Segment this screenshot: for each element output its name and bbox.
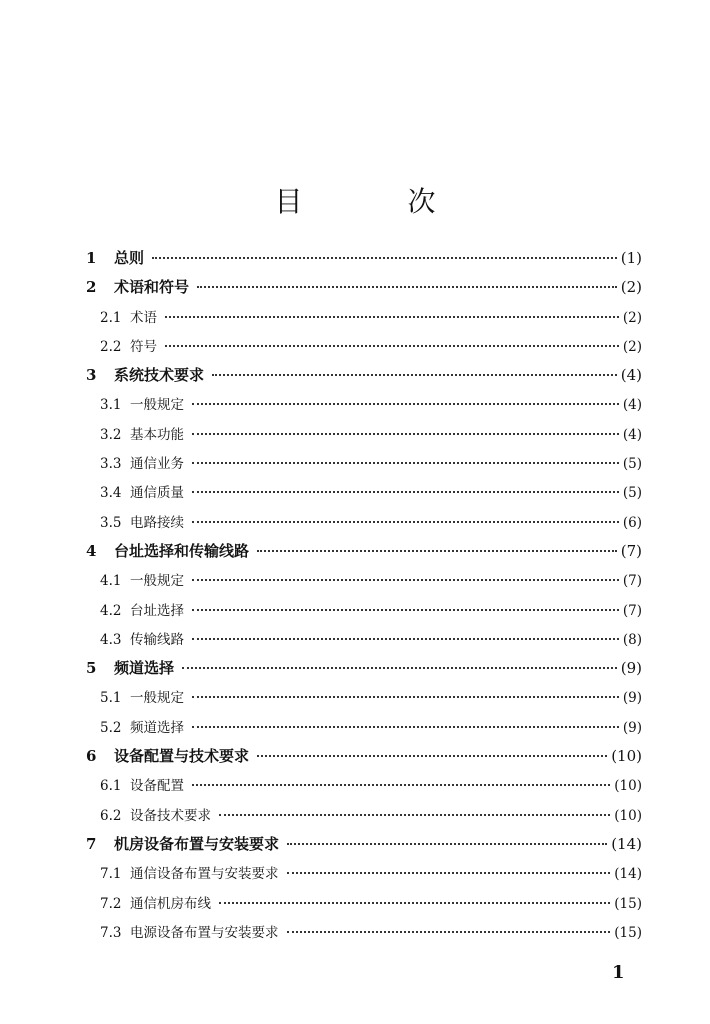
toc-entry[interactable] <box>86 423 642 452</box>
dot-leader <box>165 344 619 347</box>
toc-entry-number: 5 <box>86 659 97 678</box>
dot-leader <box>219 813 610 816</box>
dot-leader <box>192 402 619 405</box>
toc-entry-page: (14) <box>611 834 642 853</box>
toc-entry-number: 4 <box>86 541 97 560</box>
toc-entry-title: 通信业务 <box>130 456 184 473</box>
toc-entry[interactable] <box>86 306 642 335</box>
dot-leader <box>287 871 611 874</box>
dot-leader <box>212 373 617 376</box>
toc-entry-page: (7) <box>622 573 642 590</box>
toc-entry[interactable] <box>86 540 642 569</box>
toc-entry[interactable] <box>86 452 642 481</box>
toc-entry-page: (2) <box>620 278 642 297</box>
toc-entry[interactable] <box>86 481 642 510</box>
dot-leader <box>192 461 619 464</box>
toc-entry-title: 通信质量 <box>130 485 184 502</box>
toc-entry-number: 4.2 <box>100 602 122 619</box>
toc-entry-page: (10) <box>614 778 642 795</box>
dot-leader <box>152 256 617 259</box>
toc-entry-page: (9) <box>620 659 642 678</box>
toc-entry-page: (15) <box>614 924 642 941</box>
dot-leader <box>287 930 611 933</box>
toc-entry[interactable] <box>86 892 642 921</box>
dot-leader <box>192 695 619 698</box>
toc-entry-number: 5.2 <box>100 719 122 736</box>
toc-entry[interactable] <box>86 569 642 598</box>
toc-entry[interactable] <box>86 921 642 950</box>
page-title: 目 次 <box>274 185 484 218</box>
toc-entry-page: (8) <box>622 631 642 648</box>
toc-entry[interactable] <box>86 716 642 745</box>
toc-entry-page: (4) <box>622 397 642 414</box>
table-of-contents <box>86 247 642 950</box>
page-number: 1 <box>612 962 625 983</box>
dot-leader <box>192 520 619 523</box>
toc-entry-page: (4) <box>620 366 642 385</box>
toc-entry-number: 3.4 <box>100 485 122 502</box>
toc-entry-title: 频道选择 <box>130 719 184 736</box>
dot-leader <box>182 666 617 669</box>
toc-entry-title: 一般规定 <box>130 573 184 590</box>
toc-entry-page: (2) <box>622 338 642 355</box>
dot-leader <box>192 578 619 581</box>
toc-entry-page: (7) <box>620 541 642 560</box>
toc-entry-number: 3.1 <box>100 397 122 414</box>
toc-entry-number: 3.3 <box>100 456 122 473</box>
toc-entry-title: 系统技术要求 <box>114 366 205 385</box>
toc-entry[interactable] <box>86 686 642 715</box>
toc-entry-title: 通信机房布线 <box>130 895 211 912</box>
toc-entry-number: 4.1 <box>100 573 122 590</box>
toc-entry-number: 7.2 <box>100 895 122 912</box>
dot-leader <box>287 842 607 845</box>
toc-entry[interactable] <box>86 364 642 393</box>
toc-entry-number: 2.1 <box>100 309 122 326</box>
toc-entry-number: 7 <box>86 834 97 853</box>
toc-entry[interactable] <box>86 511 642 540</box>
toc-entry[interactable] <box>86 276 642 305</box>
toc-entry-title: 电源设备布置与安装要求 <box>130 924 279 941</box>
toc-entry-title: 术语 <box>130 309 157 326</box>
dot-leader <box>165 315 619 318</box>
toc-entry-page: (5) <box>622 456 642 473</box>
dot-leader <box>192 725 619 728</box>
toc-entry-page: (10) <box>611 747 642 766</box>
toc-entry-number: 6.1 <box>100 778 122 795</box>
toc-entry-number: 1 <box>86 249 97 267</box>
toc-entry-title: 一般规定 <box>130 397 184 414</box>
toc-entry-title: 机房设备布置与安装要求 <box>114 834 280 853</box>
dot-leader <box>219 901 610 904</box>
toc-entry[interactable] <box>86 745 642 774</box>
toc-entry-number: 2.2 <box>100 338 122 355</box>
toc-entry-page: (2) <box>622 309 642 326</box>
toc-entry-number: 7.1 <box>100 866 122 883</box>
dot-leader <box>257 549 617 552</box>
toc-entry-title: 一般规定 <box>130 690 184 707</box>
toc-entry-number: 5.1 <box>100 690 122 707</box>
toc-entry-page: (4) <box>622 426 642 443</box>
toc-entry[interactable] <box>86 657 642 686</box>
toc-entry-title: 台址选择和传输线路 <box>114 541 250 560</box>
toc-entry[interactable] <box>86 335 642 364</box>
toc-entry-number: 6.2 <box>100 807 122 824</box>
toc-entry[interactable] <box>86 774 642 803</box>
toc-entry-page: (7) <box>622 602 642 619</box>
toc-entry-title: 设备配置与技术要求 <box>114 747 250 766</box>
toc-entry[interactable] <box>86 862 642 891</box>
toc-entry-page: (1) <box>620 249 642 267</box>
dot-leader <box>257 754 607 757</box>
toc-entry-title: 设备配置 <box>130 778 184 795</box>
toc-entry-title: 设备技术要求 <box>130 807 211 824</box>
toc-entry-page: (15) <box>614 895 642 912</box>
dot-leader <box>192 608 619 611</box>
dot-leader <box>192 432 619 435</box>
toc-entry-page: (10) <box>614 807 642 824</box>
toc-entry-page: (14) <box>614 866 642 883</box>
toc-entry-title: 基本功能 <box>130 426 184 443</box>
toc-entry-page: (6) <box>622 514 642 531</box>
toc-entry[interactable] <box>86 393 642 422</box>
toc-entry-title: 术语和符号 <box>114 278 190 297</box>
toc-entry-title: 台址选择 <box>130 602 184 619</box>
toc-entry-number: 6 <box>86 747 97 766</box>
toc-entry-number: 2 <box>86 278 97 297</box>
toc-entry-page: (5) <box>622 485 642 502</box>
toc-entry-page: (9) <box>622 690 642 707</box>
toc-entry-number: 3 <box>86 366 97 385</box>
toc-entry[interactable] <box>86 804 642 833</box>
dot-leader <box>197 285 617 288</box>
dot-leader <box>192 637 619 640</box>
toc-entry[interactable] <box>86 833 642 862</box>
toc-entry-number: 4.3 <box>100 631 122 648</box>
toc-entry-number: 3.2 <box>100 426 122 443</box>
toc-entry-title: 频道选择 <box>114 659 175 678</box>
toc-entry-number: 3.5 <box>100 514 122 531</box>
toc-entry-page: (9) <box>622 719 642 736</box>
toc-entry-title: 符号 <box>130 338 157 355</box>
toc-entry-title: 电路接续 <box>130 514 184 531</box>
toc-entry-title: 传输线路 <box>130 631 184 648</box>
dot-leader <box>192 490 619 493</box>
toc-entry[interactable] <box>86 628 642 657</box>
toc-entry[interactable] <box>86 599 642 628</box>
toc-entry-title: 总则 <box>114 249 145 267</box>
toc-entry-number: 7.3 <box>100 924 122 941</box>
dot-leader <box>192 783 610 786</box>
toc-entry-title: 通信设备布置与安装要求 <box>130 866 279 883</box>
toc-entry[interactable] <box>86 247 642 276</box>
